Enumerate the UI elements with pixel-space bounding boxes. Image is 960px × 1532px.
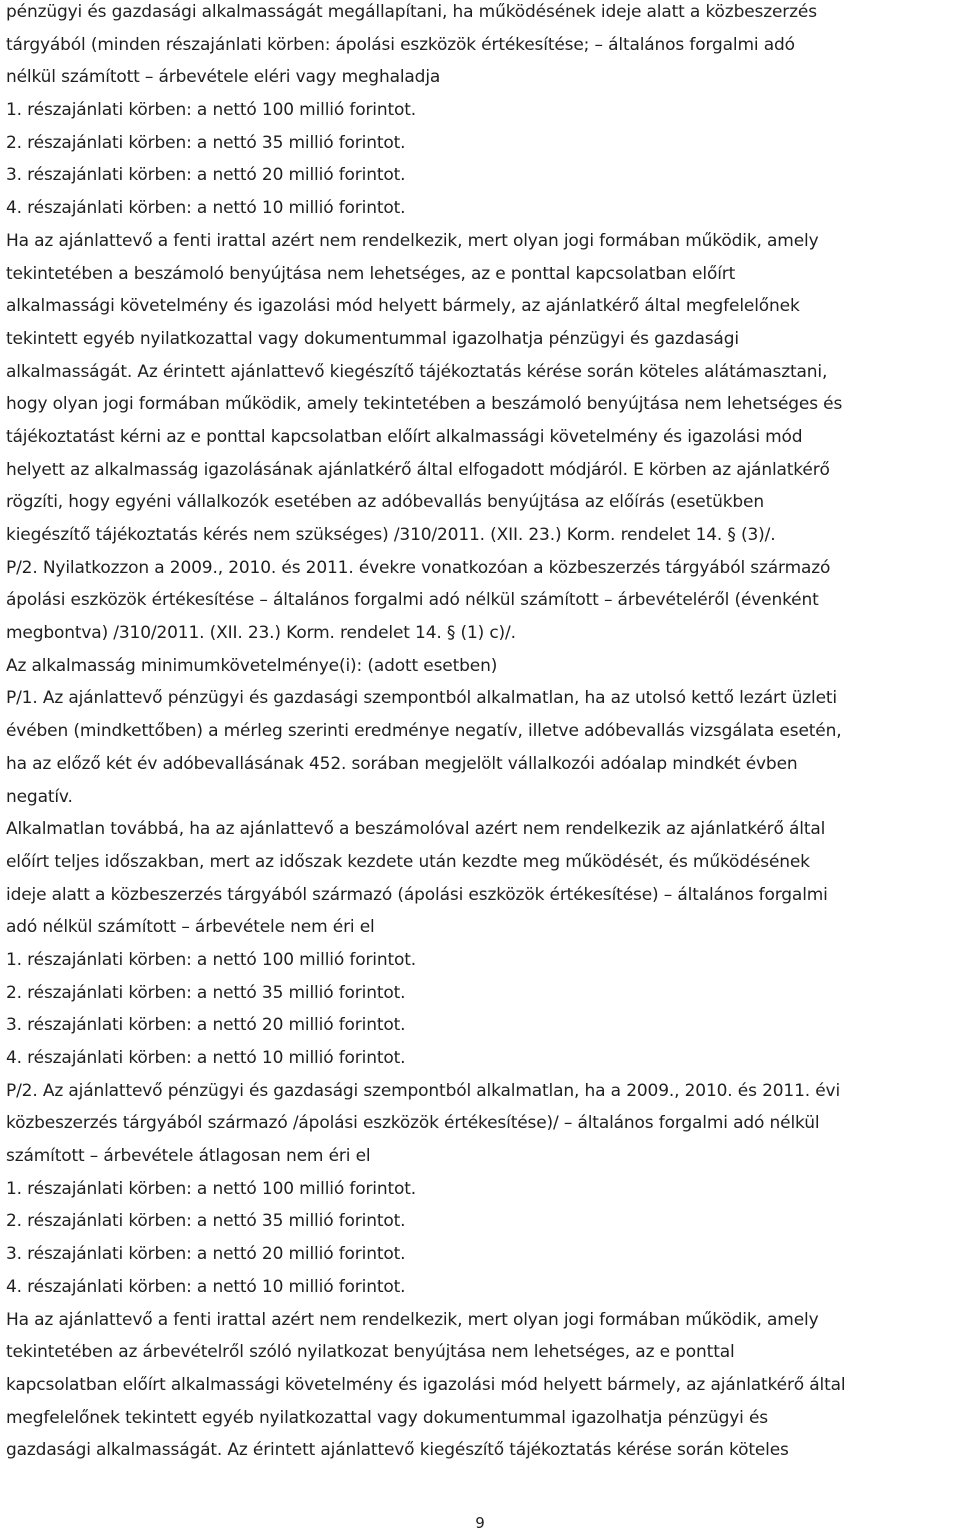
- text-line: negatív.: [6, 786, 73, 807]
- text-line: 1. részajánlati körben: a nettó 100 millió forintot.: [6, 949, 417, 970]
- section-heading: Az alkalmasság minimumkövetelménye(i): (adott esetben): [6, 655, 498, 676]
- text-line: P/1. Az ajánlattevő pénzügyi és gazdasági szempontból alkalmatlan, ha az utolsó kettő lezárt üzleti: [6, 688, 837, 709]
- text-line: gazdasági alkalmasságát. Az érintett ajánlattevő kiegészítő tájékoztatás kérése során köteles: [6, 1440, 789, 1461]
- text-line: tekintett egyéb nyilatkozattal vagy dokumentummal igazolhatja pénzügyi és gazdasági: [6, 328, 739, 349]
- text-line: tekintetében a beszámoló benyújtása nem lehetséges, az e ponttal kapcsolatban előírt: [6, 263, 736, 284]
- text-line: helyett az alkalmasság igazolásának ajánlatkérő által elfogadott módjáról. E körben az ajánlatkérő: [6, 459, 830, 480]
- text-line: 3. részajánlati körben: a nettó 20 millió forintot.: [6, 165, 406, 186]
- text-line: alkalmasságát. Az érintett ajánlattevő kiegészítő tájékoztatás kérése során köteles alátámasztani,: [6, 361, 828, 382]
- text-line: P/2. Az ajánlattevő pénzügyi és gazdasági szempontból alkalmatlan, ha a 2009., 2010. és 2011. évi: [6, 1080, 841, 1101]
- text-line: 3. részajánlati körben: a nettó 20 millió forintot.: [6, 1244, 406, 1265]
- text-line: tekintetében az árbevételről szóló nyilatkozat benyújtása nem lehetséges, az e ponttal: [6, 1342, 735, 1363]
- text-line: 4. részajánlati körben: a nettó 10 millió forintot.: [6, 198, 406, 219]
- text-line: ha az előző két év adóbevallásának 452. sorában megjelölt vállalkozói adóalap mindkét évben: [6, 753, 798, 774]
- text-line: pénzügyi és gazdasági alkalmasságát megállapítani, ha működésének ideje alatt a közbeszerzés: [6, 2, 817, 22]
- text-line: közbeszerzés tárgyából származó /ápolási eszközök értékesítése)/ – általános forgalmi adó nélkül: [6, 1113, 820, 1134]
- text-line: Alkalmatlan továbbá, ha az ajánlattevő a beszámolóval azért nem rendelkezik az ajánlatkérő által: [6, 819, 826, 840]
- text-line: alkalmassági követelmény és igazolási mód helyett bármely, az ajánlatkérő által megfelelőnek: [6, 296, 800, 317]
- text-line: hogy olyan jogi formában működik, amely tekintetében a beszámoló benyújtása nem lehetséges és: [6, 394, 843, 415]
- text-line: ápolási eszközök értékesítése – általános forgalmi adó nélkül számított – árbevételéről (évenként: [6, 590, 819, 611]
- text-line: 1. részajánlati körben: a nettó 100 millió forintot.: [6, 1178, 417, 1199]
- text-line: kapcsolatban előírt alkalmassági követelmény és igazolási mód helyett bármely, az ajánlatkérő által: [6, 1374, 846, 1395]
- text-line: 3. részajánlati körben: a nettó 20 millió forintot.: [6, 1015, 406, 1036]
- page-number: 9: [475, 1514, 485, 1532]
- text-line: P/2. Nyilatkozzon a 2009., 2010. és 2011. évekre vonatkozóan a közbeszerzés tárgyából származó: [6, 557, 831, 578]
- text-line: adó nélkül számított – árbevétele nem éri el: [6, 917, 375, 938]
- text-line: rögzíti, hogy egyéni vállalkozók esetében az adóbevallás benyújtása az előírás (esetükben: [6, 492, 764, 513]
- text-line: 4. részajánlati körben: a nettó 10 millió forintot.: [6, 1048, 406, 1068]
- text-line: 2. részajánlati körben: a nettó 35 millió forintot.: [6, 1211, 406, 1232]
- text-line: Ha az ajánlattevő a fenti irattal azért nem rendelkezik, mert olyan jogi formában működik, amely: [6, 230, 819, 251]
- text-line: megbontva) /310/2011. (XII. 23.) Korm. rendelet 14. § (1) c)/.: [6, 623, 516, 644]
- text-line: előírt teljes időszakban, mert az időszak kezdete után kezdte meg működését, és működésének: [6, 851, 810, 872]
- text-line: kiegészítő tájékoztatás kérés nem szükséges) /310/2011. (XII. 23.) Korm. rendelet 14. § (3)/.: [6, 525, 776, 545]
- text-line: 1. részajánlati körben: a nettó 100 millió forintot.: [6, 100, 417, 121]
- text-line: 4. részajánlati körben: a nettó 10 millió forintot.: [6, 1276, 406, 1297]
- text-line: megfelelőnek tekintett egyéb nyilatkozattal vagy dokumentummal igazolhatja pénzügyi és: [6, 1407, 768, 1428]
- document-page: [6, 0, 956, 1467]
- text-line: 2. részajánlati körben: a nettó 35 millió forintot.: [6, 982, 406, 1003]
- text-line: ideje alatt a közbeszerzés tárgyából származó (ápolási eszközök értékesítése) – általános forgalmi: [6, 884, 828, 905]
- text-line: Ha az ajánlattevő a fenti irattal azért nem rendelkezik, mert olyan jogi formában működik, amely: [6, 1309, 819, 1330]
- text-line: tájékoztatást kérni az e ponttal kapcsolatban előírt alkalmassági követelmény és igazolási mód: [6, 426, 803, 447]
- text-line: tárgyából (minden részajánlati körben: ápolási eszközök értékesítése; – általános forgalmi adó: [6, 34, 795, 55]
- text-line: nélkül számított – árbevétele eléri vagy meghaladja: [6, 67, 441, 88]
- text-line: számított – árbevétele átlagosan nem éri el: [6, 1146, 371, 1167]
- text-line: évében (mindkettőben) a mérleg szerinti eredménye negatív, illetve adóbevallás vizsgálata esetén,: [6, 721, 842, 742]
- text-line: 2. részajánlati körben: a nettó 35 millió forintot.: [6, 132, 406, 153]
